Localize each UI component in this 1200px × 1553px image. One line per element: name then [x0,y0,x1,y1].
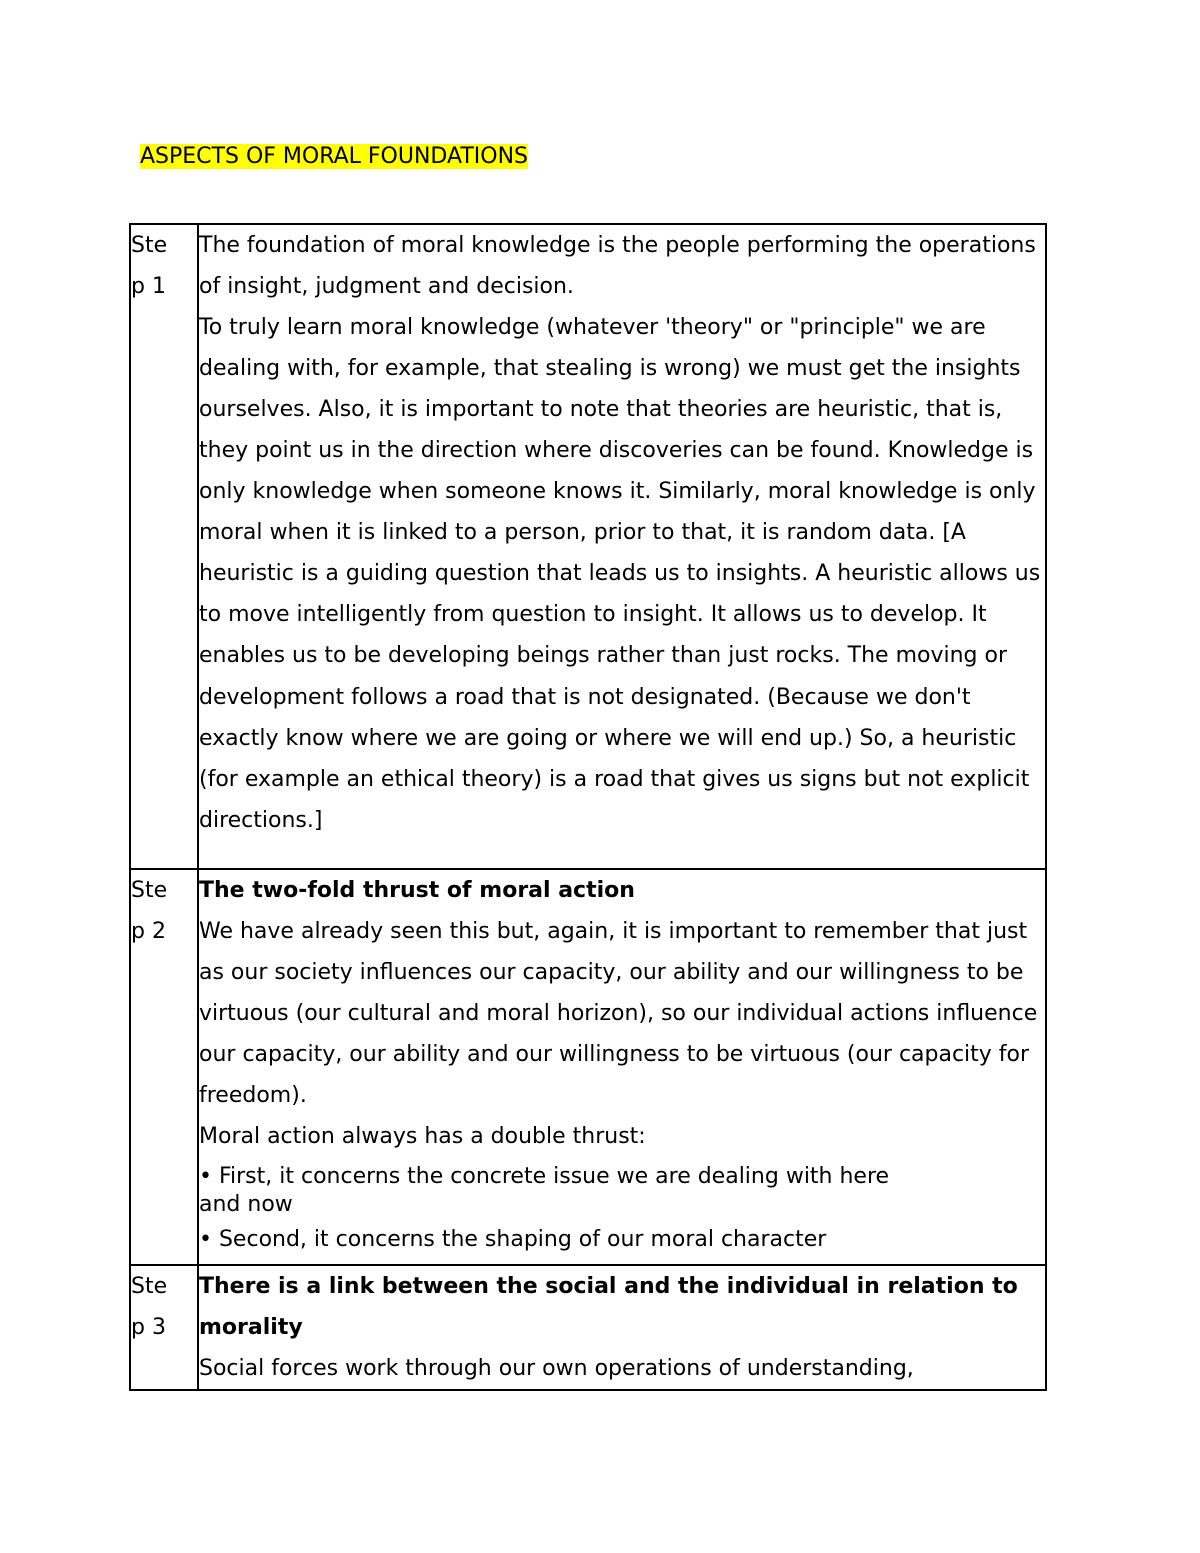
steps-table [129,223,1047,1391]
paragraph: Social forces work through our own operations of understanding, [199,1356,914,1381]
step-title: The two-fold thrust of moral action [199,878,635,903]
table-row [130,224,1046,869]
table-row [130,869,1046,1265]
paragraph: We have already seen this but, again, it is important to remember that just as our society influences our capacity, our ability and our willingness to be virtuous (our cultural and moral horizon), so our individual actions influence our capacity, our ability and our willingness to be virtuous (our capacity for freedom). [199,919,1038,1108]
bullet-item: • Second, it concerns the shaping of our moral character [199,1227,827,1252]
step-label: Ste p 1 [130,224,198,869]
step-label: Ste p 2 [130,869,198,1265]
table-row [130,1265,1046,1390]
step-content [198,869,1046,1265]
bullet-item: • First, it concerns the concrete issue we are dealing with here and now [199,1164,890,1217]
step-content [198,224,1046,869]
paragraph: The foundation of moral knowledge is the people performing the operations of insight, judgment and decision. [199,233,1036,300]
step-title: There is a link between the social and the individual in relation to morality [199,1274,1018,1340]
step-content [198,1265,1046,1390]
paragraph: Moral action always has a double thrust: [199,1124,646,1149]
paragraph: To truly learn moral knowledge (whatever 'theory" or "principle" we are dealing with, for example, that stealing is wrong) we must get the insights ourselves. Also, it is important to note that theories are heuristic, that is, they point us in the direction where discoveries can be found. Knowledge is only knowledge when someone knows it. Similarly, moral knowledge is only moral when it is linked to a person, prior to that, it is random data. [A heuristic is a guiding question that leads us to insights. A heuristic allows us to move intelligently from question to insight. It allows us to develop. It enables us to be developing beings rather than just rocks. The moving or development follows a road that is not designated. (Because we don't exactly know where we are going or where we will end up.) So, a heuristic (for example an ethical theory) is a road that gives us signs but not explicit directions.] [199,315,1041,833]
step-label: Ste p 3 [130,1265,198,1390]
document-heading: ASPECTS OF MORAL FOUNDATIONS [140,144,528,169]
